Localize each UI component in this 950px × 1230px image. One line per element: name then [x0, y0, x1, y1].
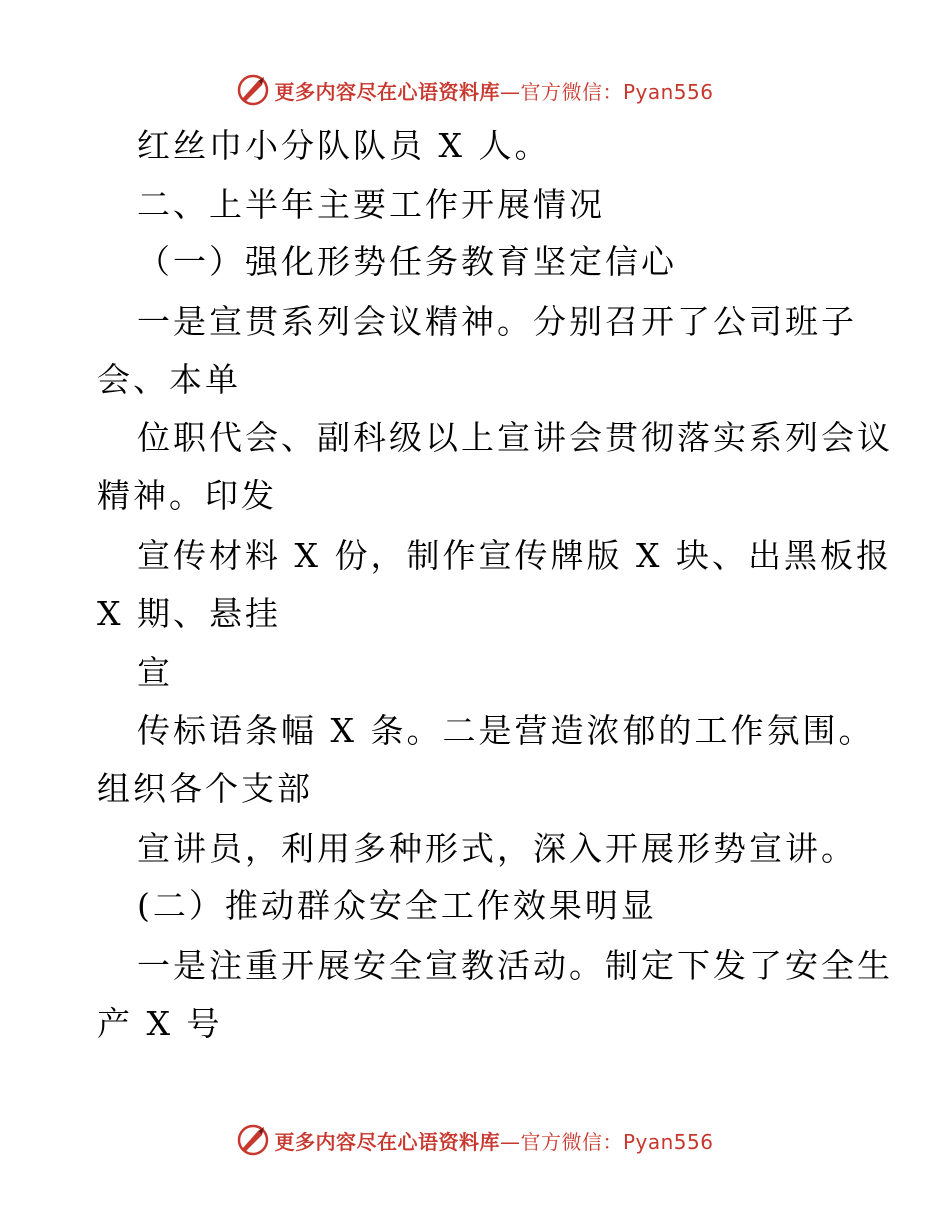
body-line: 一是宣贯系列会议精神。分别召开了公司班子 — [137, 302, 857, 341]
body-line: 一是注重开展安全宣教活动。制定下发了安全生 — [137, 946, 893, 985]
footer-watermark-banner — [0, 1120, 950, 1160]
body-line: X 期、悬挂 — [97, 594, 281, 633]
banner-wechat-text: 官方微信：Pyan556 — [520, 1129, 714, 1154]
banner-separator: — — [499, 79, 521, 104]
body-line: 组织各个支部 — [97, 769, 313, 808]
body-line: 位职代会、副科级以上宣讲会贯彻落实系列会议 — [137, 418, 893, 457]
banner-brand-text: 更多内容尽在心语资料库 — [274, 1129, 500, 1154]
banner-brand-text: 更多内容尽在心语资料库 — [274, 79, 500, 104]
header-watermark-banner — [0, 70, 950, 110]
banner-text — [274, 76, 713, 105]
quill-pen-icon — [236, 1123, 270, 1157]
body-line: 红丝巾小分队队员 X 人。 — [137, 126, 551, 165]
quill-pen-icon — [236, 73, 270, 107]
section-heading: 二、上半年主要工作开展情况 — [137, 185, 605, 224]
body-line: 宣 — [137, 653, 173, 692]
subsection-heading: (二）推动群众安全工作效果明显 — [137, 886, 657, 925]
subsection-heading: （一）强化形势任务教育坚定信心 — [137, 242, 677, 281]
body-line: 精神。印发 — [97, 476, 277, 515]
banner-wechat-text: 官方微信：Pyan556 — [520, 79, 714, 104]
body-line: 传标语条幅 X 条。二是营造浓郁的工作氛围。 — [137, 711, 875, 750]
body-line: 宣传材料 X 份，制作宣传牌版 X 块、出黑板报 — [137, 536, 892, 575]
banner-text — [274, 1126, 713, 1155]
body-line: 会、本单 — [97, 360, 241, 399]
body-line: 宣讲员，利用多种形式，深入开展形势宣讲。 — [137, 829, 857, 868]
body-line: 产 X 号 — [97, 1004, 223, 1043]
banner-separator: — — [499, 1129, 521, 1154]
